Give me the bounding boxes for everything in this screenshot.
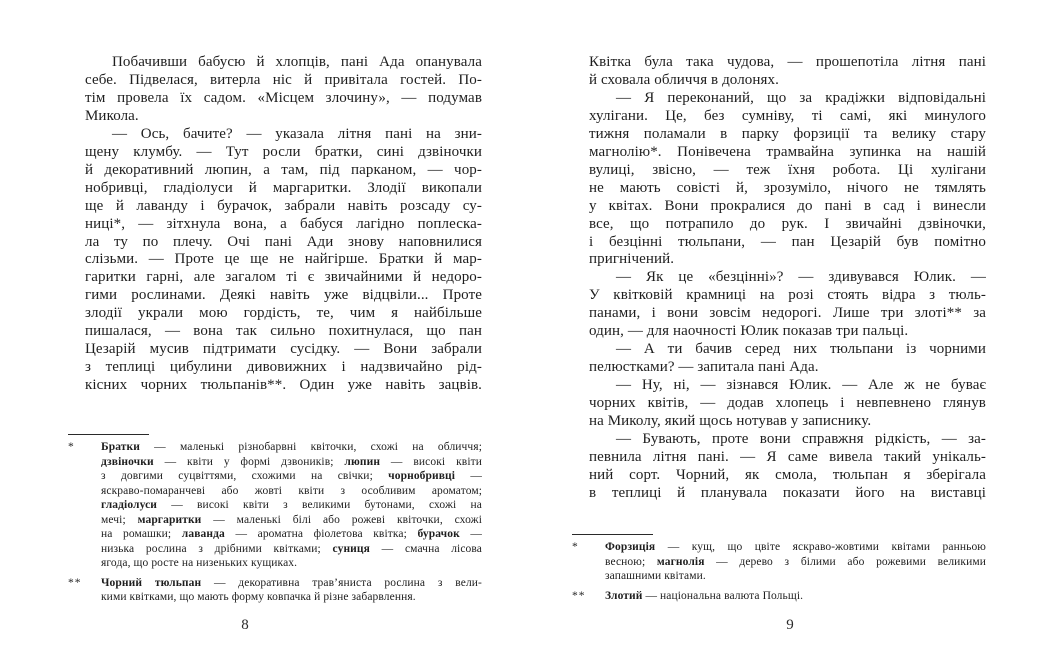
- body-line: пригнічений.: [589, 251, 675, 268]
- footnote-line: на ромашки; лаванда — ароматна фіолетова квітка; бурачок —: [101, 528, 482, 540]
- body-line: пишалася, — вона так сильно похитнулася, що пан: [85, 323, 482, 340]
- footnote-line: з довгими суцвіттями, схожими на свічки; чорнобривці —: [101, 470, 483, 482]
- footnote-line: ягода, що росте на низеньких кущиках.: [101, 557, 298, 569]
- body-line: в теплиці й планувала показати його на виставці: [589, 484, 986, 501]
- body-line: Микола.: [85, 107, 139, 124]
- body-line: пелюстками? — запитала пані Ада.: [589, 359, 819, 376]
- page-body: [85, 54, 482, 395]
- footnotes: [68, 440, 482, 610]
- footnote-text: [101, 576, 482, 605]
- footnote-line: яскраво-помаранчеві або жовті квіти з особливим ароматом;: [101, 484, 482, 497]
- body-line: себе. Підвелася, витерла ніс й привітала гостей. По-: [85, 71, 482, 88]
- body-line: — Як це «безцінні»? — здивувався Юлик. —: [616, 269, 986, 286]
- body-line: тижня поламали в парку форзиції та велику стару: [589, 125, 986, 142]
- paragraph: [589, 54, 986, 90]
- page-number: 8: [241, 617, 249, 633]
- footnote-line: Братки — маленькі різнобарвні квіточки, схожі на обличчя;: [101, 441, 482, 453]
- body-line: нобривці, гладіолуси й маргаритки. Злодії викопали: [85, 179, 482, 196]
- body-line: вулиці, звісно, — теж їхня робота. Ці хулігани: [589, 161, 986, 178]
- body-line: і безцінні тюльпани, — пан Цезарій був помітно: [589, 233, 986, 250]
- body-line: злодії украли мою гордість, те, чим я найбільше: [85, 305, 482, 322]
- footnote-line: весною; магнолія — дерево з білими або рожевими великими: [605, 555, 986, 568]
- body-line: тім провела їх садом. «Місцем злочину», — подумав: [85, 89, 482, 106]
- body-line: — Ну, ні, — зізнався Юлик. — Але ж не буває: [616, 377, 986, 394]
- body-line: певнила літня пані. — Я саме вивела такий унікаль-: [589, 448, 986, 465]
- footnote-line: низька рослина з дрібними квітками; суниця — смачна лісова: [101, 542, 482, 555]
- paragraph: [589, 90, 986, 270]
- body-line: — Бувають, проте вони справжня рідкість, — за-: [616, 431, 986, 448]
- body-line: гими рослинами. Деякі навіть уже відцвіли... Проте: [85, 287, 482, 304]
- footnote-rule: [68, 434, 149, 435]
- paragraph: [589, 431, 986, 503]
- body-line: — А ти бачив серед них тюльпани із чорними: [616, 341, 986, 358]
- body-line: один, — для наочності Юлик показав три пальці.: [589, 323, 909, 340]
- body-line: ниці*, — зітхнула вона, а бабуся лагідно поплеска-: [85, 215, 482, 232]
- footnote-text: [605, 589, 986, 604]
- footnote-line: запашними квітами.: [605, 570, 706, 582]
- footnote: [572, 589, 986, 604]
- footnote-marker: *: [572, 541, 579, 553]
- body-line: не мають совісті й, зрозуміло, нічого не тямлять: [589, 179, 986, 196]
- body-line: й сховала обличчя в долонях.: [589, 71, 779, 88]
- paragraph: [85, 54, 482, 126]
- body-line: слізьми. — Проте це ще не найгірше. Братки й мар-: [85, 251, 482, 268]
- footnote-marker: *: [68, 441, 75, 453]
- body-line: ще й лаванду і бурачок, забрали навіть розсаду су-: [85, 197, 482, 214]
- paragraph: [85, 126, 482, 395]
- body-line: Цезарій мусив підтримати сусідку. — Вони забрали: [85, 341, 482, 358]
- footnote-line: мечі; маргаритки — маленькі білі або рожеві квіточки, схожі: [101, 513, 482, 526]
- page-number: 9: [786, 617, 794, 633]
- paragraph: [589, 269, 986, 341]
- paragraph: [589, 377, 986, 431]
- footnote: [572, 540, 986, 584]
- page-body: [589, 54, 986, 503]
- body-line: щену клумбу. — Тут росли братки, сині дзвіночки: [85, 143, 482, 160]
- footnotes: [572, 540, 986, 608]
- body-line: з теплиці цибулини дивовижних і надзвичайно рід-: [85, 359, 482, 376]
- body-line: хулігани. Це, без сумніву, ті самі, які минулого: [589, 107, 986, 124]
- body-line: — Ось, бачите? — указала літня пані на зни-: [112, 125, 482, 142]
- body-line: Побачивши бабусю й хлопців, пані Ада опанувала: [112, 54, 482, 70]
- footnote: [68, 576, 482, 605]
- body-line: ла ту по плечу. Очі пані Ади знову наповнилися: [85, 233, 482, 250]
- body-line: у квітах. Вони прокралися до пані в сад і винесли: [589, 197, 986, 214]
- body-line: ний сорт. Чорний, як смола, тюльпан я зберігала: [589, 466, 986, 483]
- body-line: гаритки гарні, але загалом ті є звичайними й недоро-: [85, 269, 482, 286]
- footnote-line: гладіолуси — високі квіти з великими бутонами, схожі на: [101, 499, 482, 511]
- footnote-line: Форзиція — кущ, що цвіте яскраво-жовтими квітами ранньою: [605, 541, 986, 553]
- body-line: кісних чорних тюльпанів**. Один уже навіть зацвів.: [85, 377, 482, 394]
- body-line: все, що потрапило до рук. І звичайні дзвіночки,: [589, 215, 986, 232]
- footnote-rule: [572, 534, 653, 535]
- body-line: панами, і вони зовсім недорогі. Лише три злоті** за: [589, 305, 986, 322]
- footnote-line: кими квітками, що мають форму ковпачка й різне забарвлення.: [101, 591, 416, 603]
- body-line: — Я переконаний, що за крадіжки відповідальні: [616, 89, 986, 106]
- footnote-line: дзвіночки — квіти у формі дзвоників; люпин — високі квіти: [101, 455, 482, 468]
- footnote-line: Чорний тюльпан — декоративна трав’яниста рослина з вели-: [101, 576, 482, 589]
- body-line: й декоративний люпин, а там, під парканом, — чор-: [85, 161, 482, 178]
- footnote-marker: **: [68, 576, 82, 589]
- body-line: магнолію*. Понівечена трамвайна зупинка на нашій: [589, 143, 986, 160]
- footnote: [68, 440, 482, 571]
- footnote-marker: **: [572, 589, 586, 602]
- body-line: У квітковій крамниці на розі стоять відра з тюль-: [589, 287, 986, 304]
- paragraph: [589, 341, 986, 377]
- footnote-text: [101, 440, 482, 571]
- body-line: на Миколу, який щось нотував у записнику.: [589, 413, 872, 430]
- footnote-line: Злотий — національна валюта Польщі.: [605, 589, 804, 602]
- body-line: чорних квітів, — додав хлопець і невпевнено глянув: [589, 395, 986, 412]
- body-line: Квітка була така чудова, — прошепотіла літня пані: [589, 54, 986, 70]
- footnote-text: [605, 540, 986, 584]
